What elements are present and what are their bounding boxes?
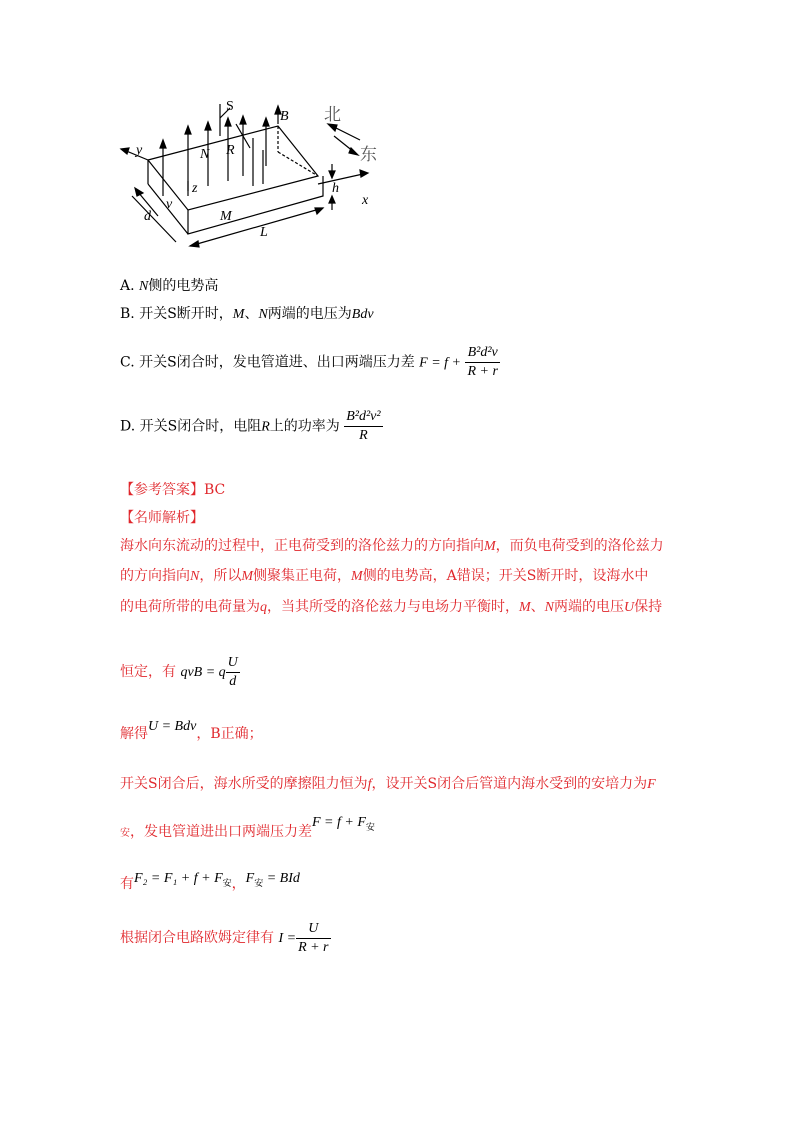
label-y: y (136, 143, 143, 158)
analysis-line-8: 有$F_2 = F_1 + f + F_安$，$F_安$ = BId (120, 871, 300, 892)
label-north: 北 (324, 105, 341, 124)
analysis-line-2: 的方向指向N，所以M侧聚集正电荷，M侧的电势高，A错误；开关S断开时，设海水中 (120, 568, 649, 584)
label-z: z (192, 181, 198, 196)
option-a: A. N侧的电势高 (120, 278, 219, 294)
analysis-line-3: 的电荷所带的电荷量为q，当其所受的洛伦兹力与电场力平衡时，M、N两端的电压U保持 (120, 599, 663, 615)
answer-line: 【参考答案】BC (120, 482, 226, 498)
option-d-fraction: $\frac{\text{B²d²v²}}{R}$ (346, 409, 381, 443)
label-l: L (260, 225, 268, 240)
physics-diagram (118, 96, 398, 256)
analysis-line-6: 开关S闭合后，海水所受的摩擦阻力恒为f，设开关S闭合后管道内海水受到的安培力为F (120, 776, 656, 792)
eq-ohm-fraction: $\frac{U}{R + r}$ (298, 920, 329, 955)
option-c: C. 开关S闭合时，发电管道进、出口两端压力差 F = f + $\frac{\text{B²d²v}}{R + r}$ (120, 345, 498, 379)
label-v: v (166, 197, 173, 212)
label-n: N (200, 147, 210, 162)
analysis-line-5: 解得U = Bdv，B正确； (120, 719, 263, 742)
analysis-line-1: 海水向东流动的过程中，正电荷受到的洛伦兹力的方向指向M，而负电荷受到的洛伦兹力 (120, 538, 664, 554)
option-c-fraction: $\frac{\text{B²d²v}}{R + r}$ (467, 345, 498, 379)
label-r: R (226, 143, 235, 158)
option-b: B. 开关S断开时，M、N两端的电压为Bdv (120, 306, 374, 322)
label-d: d (144, 209, 151, 224)
analysis-line-7: 安，发电管道进出口两端压力差$F = f + F_安$ (120, 815, 375, 840)
label-s: S (226, 99, 234, 114)
label-m: M (220, 209, 232, 224)
label-h: h (332, 181, 339, 196)
label-b: B (280, 109, 289, 124)
analysis-label: 【名师解析】 (120, 510, 204, 526)
label-x: x (362, 193, 369, 208)
label-east: 东 (360, 145, 377, 164)
eq-qvb-fraction: $\frac{U}{d}$ (227, 654, 238, 689)
analysis-line-9: 根据闭合电路欧姆定律有 I = $\frac{U}{R + r}$ (120, 920, 329, 955)
analysis-line-4: 恒定，有 qvB = q $\frac{U}{d}$ (120, 654, 238, 689)
option-d: D. 开关S闭合时，电阻R上的功率为 $\frac{\text{B²d²v²}}{R}$ (120, 409, 381, 443)
